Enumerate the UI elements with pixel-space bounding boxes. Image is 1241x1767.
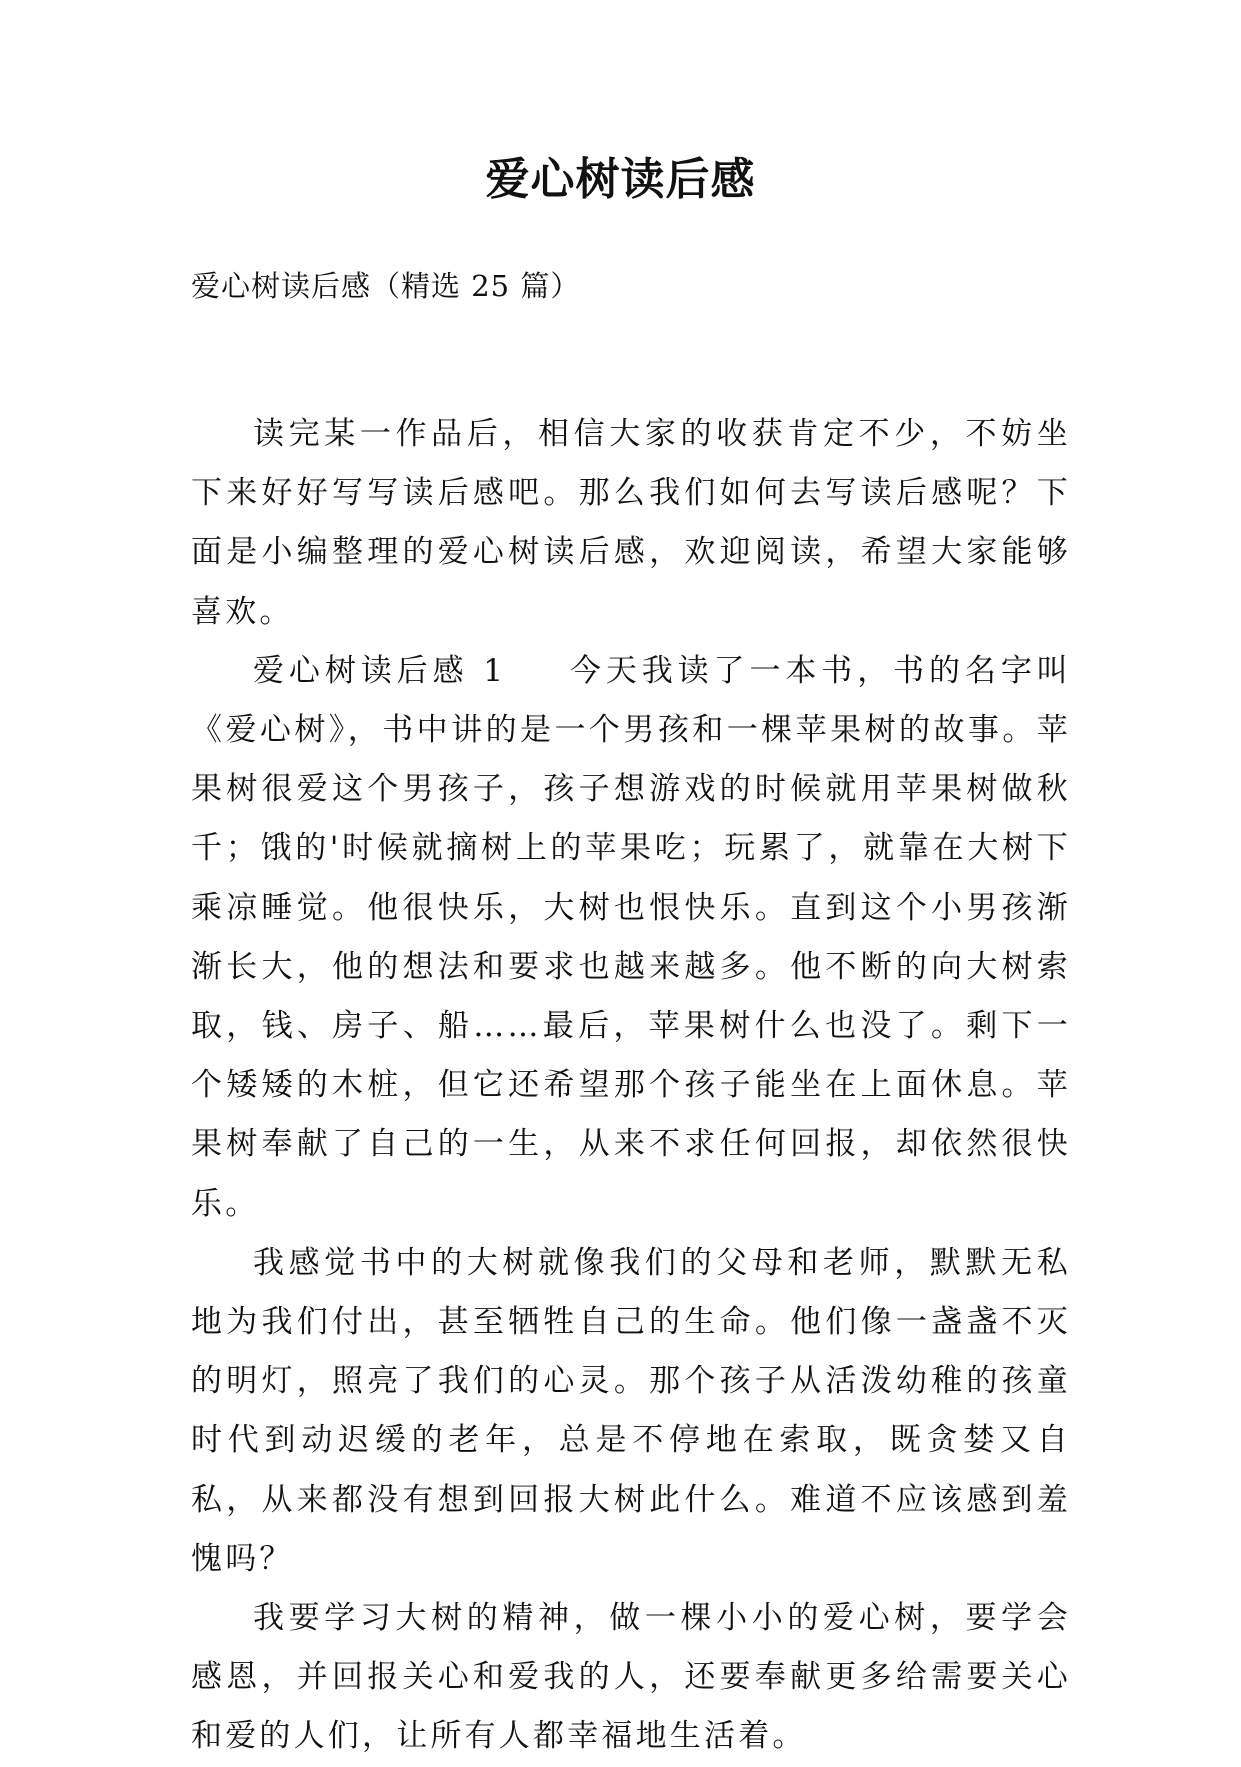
intro-paragraph: 读完某一作品后，相信大家的收获肯定不少，不妨坐下来好好写写读后感吧。那么我们如何去写读后感呢？下面是小编整理的爱心树读后感，欢迎阅读，希望大家能够喜欢。 (191, 416, 1071, 630)
essay-paragraph-1-text: 今天我读了一本书，书的名字叫《爱心树》，书中讲的是一个男孩和一棵苹果树的故事。苹果树很爱这个男孩子，孩子想游戏的时候就用苹果树做秋千；饿的'时候就摘树上的苹果吃；玩累了，就靠在大树下乘凉睡觉。他很快乐，大树也恨快乐。直到这个小男孩渐渐长大，他的想法和要求也越来越多。他不断的向大树索取，钱、房子、船……最后，苹果树什么也没了。剩下一个矮矮的木桩，但它还希望那个孩子能坐在上面休息。苹果树奉献了自己的一生，从来不求任何回报，却依然很快乐。 (191, 652, 1071, 1222)
document-title: 爱心树读后感 (485, 154, 756, 205)
document-subtitle: 爱心树读后感（精选 25 篇） (191, 269, 581, 303)
essay-heading: 爱心树读后感 1 (253, 652, 507, 689)
document-body (191, 405, 1071, 1767)
essay-paragraph-1 (191, 642, 1071, 1234)
essay-paragraph-3: 我要学习大树的精神，做一棵小小的爱心树，要学会感恩，并回报关心和爱我的人，还要奉献更多给需要关心和爱的人们，让所有人都幸福地生活着。 (191, 1600, 1071, 1755)
essay-paragraph-2: 我感觉书中的大树就像我们的父母和老师，默默无私地为我们付出，甚至牺牲自己的生命。他们像一盏盏不灭的明灯，照亮了我们的心灵。那个孩子从活泼幼稚的孩童时代到动迟缓的老年，总是不停地在索取，既贪婪又自私，从来都没有想到回报大树此什么。难道不应该感到羞愧吗？ (191, 1244, 1071, 1577)
